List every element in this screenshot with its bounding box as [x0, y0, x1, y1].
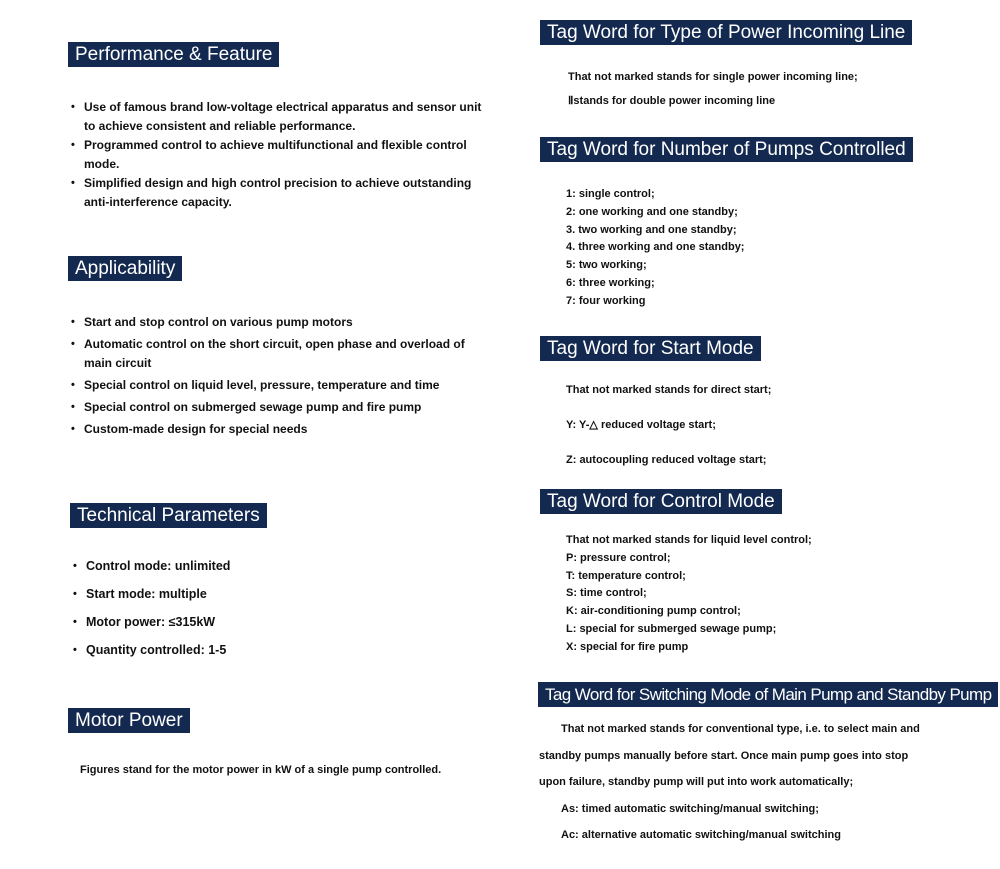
- performance-feature-header: Performance & Feature: [68, 42, 279, 67]
- incoming-line-header: Tag Word for Type of Power Incoming Line: [540, 20, 912, 45]
- motor-power-header: Motor Power: [68, 708, 190, 733]
- text-line: 4. three working and one standby;: [566, 241, 745, 254]
- applicability-header: Applicability: [68, 256, 182, 281]
- list-item: • Automatic control on the short circuit, open phase and overload of main circuit: [70, 335, 490, 373]
- text-line: That not marked stands for single power incoming line;: [568, 71, 858, 83]
- text-line: 2: one working and one standby;: [566, 205, 738, 218]
- text-line: K: air-conditioning pump control;: [566, 605, 741, 618]
- text-line: S: time control;: [566, 587, 647, 600]
- control-mode-text: [566, 532, 812, 657]
- technical-parameters-header: Technical Parameters: [70, 503, 267, 528]
- text-line: upon failure, standby pump will put into work automatically;: [539, 776, 854, 788]
- list-item: • Special control on liquid level, pressure, temperature and time: [70, 376, 490, 395]
- list-item: • Simplified design and high control precision to achieve outstanding anti-interference capacity.: [70, 174, 490, 212]
- start-mode-header: Tag Word for Start Mode: [540, 336, 761, 361]
- text-line: Y: Y-△ reduced voltage start;: [566, 419, 716, 431]
- pumps-controlled-header: Tag Word for Number of Pumps Controlled: [540, 137, 913, 162]
- text-line: 7: four working: [566, 294, 646, 307]
- text-line: X: special for fire pump: [566, 640, 689, 653]
- text-line: 1: single control;: [566, 188, 655, 200]
- applicability-list: [70, 313, 490, 442]
- text-line: Z: autocoupling reduced voltage start;: [566, 454, 767, 466]
- text-line: That not marked stands for direct start;: [566, 384, 772, 396]
- list-item: • Special control on submerged sewage pump and fire pump: [70, 398, 490, 417]
- text-line: That not marked stands for liquid level control;: [566, 534, 812, 546]
- text-line: 6: three working;: [566, 276, 655, 289]
- list-item: • Control mode: unlimited: [72, 557, 472, 576]
- switching-mode-header: Tag Word for Switching Mode of Main Pump and Standby Pump: [538, 682, 998, 707]
- list-item: • Quantity controlled: 1-5: [72, 641, 472, 660]
- technical-parameters-list: [72, 557, 472, 669]
- motor-power-text: Figures stand for the motor power in kW of a single pump controlled.: [80, 764, 442, 776]
- start-mode-text: [566, 373, 771, 478]
- text-line: L: special for submerged sewage pump;: [566, 622, 777, 635]
- text-line: 3. two working and one standby;: [566, 223, 737, 236]
- text-line: 5: two working;: [566, 259, 647, 272]
- performance-feature-list: [70, 98, 490, 212]
- text-line: P: pressure control;: [566, 551, 671, 564]
- text-line: T: temperature control;: [566, 569, 686, 582]
- incoming-line-text: [568, 65, 858, 113]
- control-mode-header: Tag Word for Control Mode: [540, 489, 782, 514]
- text-line: Ac: alternative automatic switching/manual switching: [561, 829, 841, 841]
- list-item: • Use of famous brand low-voltage electrical apparatus and sensor unit to achieve consistent and reliable performance.: [70, 98, 490, 136]
- text-line: That not marked stands for conventional type, i.e. to select main and: [561, 723, 920, 735]
- text-line: standby pumps manually before start. Once main pump goes into stop: [539, 749, 909, 762]
- text-line: As: timed automatic switching/manual switching;: [561, 802, 819, 815]
- switching-mode-text: [539, 716, 959, 849]
- list-item: • Custom-made design for special needs: [70, 420, 490, 439]
- list-item: • Start mode: multiple: [72, 585, 472, 604]
- list-item: • Programmed control to achieve multifunctional and flexible control mode.: [70, 136, 490, 174]
- list-item: • Start and stop control on various pump motors: [70, 313, 490, 332]
- list-item: • Motor power: ≤315kW: [72, 613, 472, 632]
- pumps-controlled-text: [566, 186, 744, 311]
- text-line: Ⅱstands for double power incoming line: [568, 95, 776, 107]
